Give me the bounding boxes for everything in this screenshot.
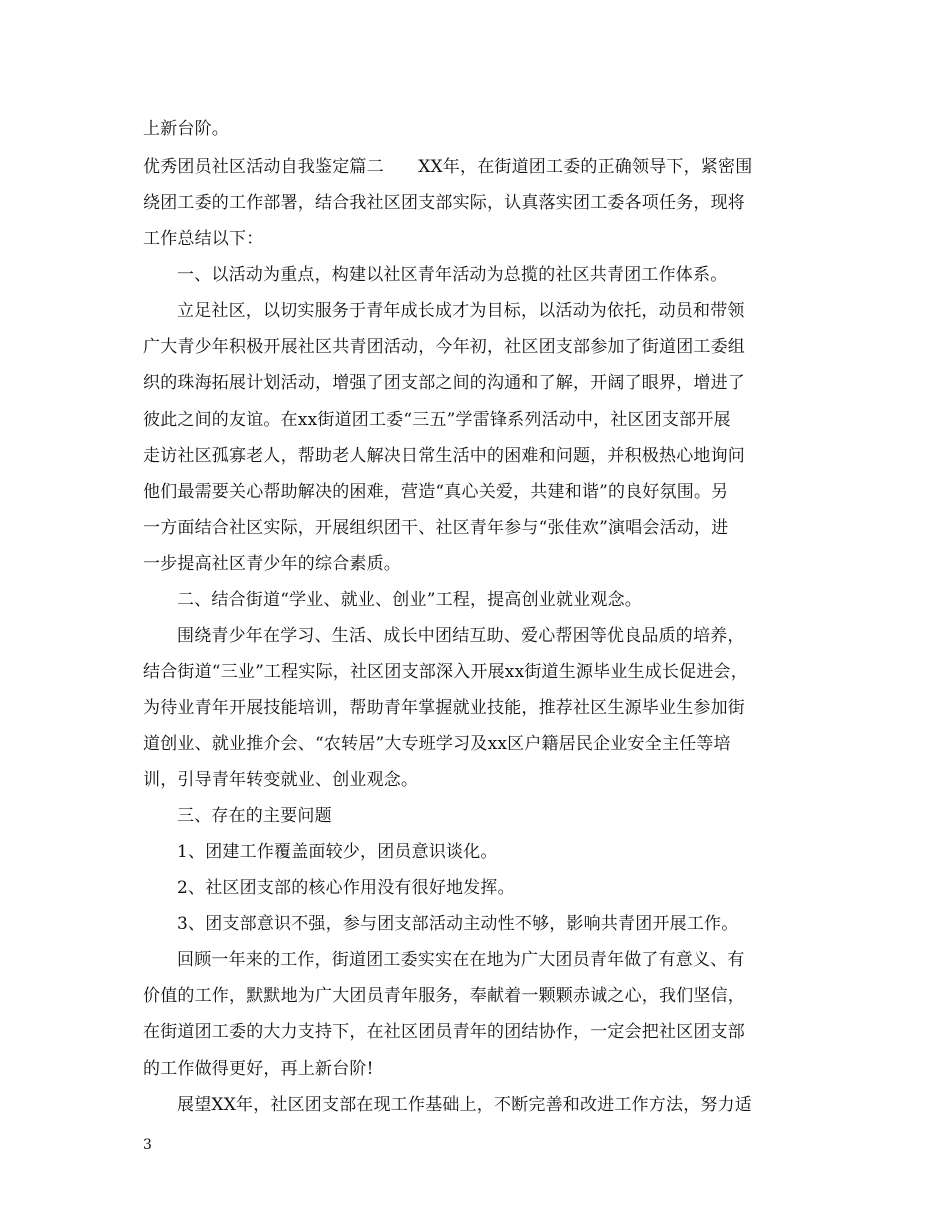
- text-line: 立足社区，以切实服务于青年成长成才为目标，以活动为依托，动员和带领: [177, 301, 745, 321]
- text-line: 围绕青少年在学习、生活、成长中团结互助、爱心帮困等优良品质的培养，: [177, 626, 745, 646]
- section-heading: 三、存在的主要问题: [177, 806, 332, 826]
- text-line: 上新台阶。: [143, 119, 229, 139]
- text-line: 的工作做得更好，再上新台阶!: [143, 1059, 374, 1079]
- section-heading: 二、结合街道“学业、就业、创业”工程，提高创业就业观念。: [177, 590, 642, 610]
- list-item: 3、团支部意识不强，参与团支部活动主动性不够，影响共青团开展工作。: [177, 914, 739, 934]
- text-line: 一方面结合社区实际，开展组织团干、社区青年参与“张佳欢”演唱会活动，进: [143, 518, 729, 538]
- text-line: 训，引导青年转变就业、创业观念。: [143, 770, 419, 790]
- text-line: 道创业、就业推介会、“农转居”大专班学习及xx区户籍居民企业安全主任等培: [143, 734, 731, 754]
- text-line: 织的珠海拓展计划活动，增强了团支部之间的沟通和了解，开阔了眼界，增进了: [143, 373, 745, 393]
- list-item: 1、团建工作覆盖面较少，团员意识谈化。: [177, 842, 498, 862]
- text-line: 在街道团工委的大力支持下，在社区团员青年的团结协作，一定会把社区团支部: [143, 1022, 745, 1042]
- text-line: 一步提高社区青少年的综合素质。: [143, 554, 401, 574]
- text-line: 走访社区孤寡老人，帮助老人解决日常生活中的困难和问题，并积极热心地询问: [143, 446, 745, 466]
- text-line: 彼此之间的友谊。在xx街道团工委“三五”学雷锋系列活动中，社区团支部开展: [143, 410, 731, 430]
- list-item: 2、社区团支部的核心作用没有很好地发挥。: [177, 878, 515, 898]
- section-heading: 一、以活动为重点，构建以社区青年活动为总揽的社区共青团工作体系。: [177, 265, 728, 285]
- page-number: 3: [143, 1137, 152, 1153]
- text-line: 回顾一年来的工作，街道团工委实实在在地为广大团员青年做了有意义、有: [177, 950, 745, 970]
- text-line: 展望XX年，社区团支部在现工作基础上，不断完善和改进工作方法，努力适: [177, 1095, 753, 1115]
- text-line: 绕团工委的工作部署，结合我社区团支部实际，认真落实团工委各项任务，现将: [143, 193, 745, 213]
- text-line: 优秀团员社区活动自我鉴定篇二 XX年，在街道团工委的正确领导下，紧密围: [143, 157, 753, 177]
- text-line: 工作总结以下：: [143, 229, 264, 249]
- text-line: 价值的工作，默默地为广大团员青年服务，奉献着一颗颗赤诚之心，我们坚信，: [143, 986, 745, 1006]
- text-line: 广大青少年积极开展社区共青团活动，今年初，社区团支部参加了街道团工委组: [143, 337, 745, 357]
- text-line: 为待业青年开展技能培训，帮助青年掌握就业技能，推荐社区生源毕业生参加街: [143, 698, 745, 718]
- text-line: 结合街道“三业”工程实际，社区团支部深入开展xx街道生源毕业生成长促进会，: [143, 662, 748, 682]
- text-line: 他们最需要关心帮助解决的困难，营造“真心关爱，共建和谐”的良好氛围。另: [143, 482, 729, 502]
